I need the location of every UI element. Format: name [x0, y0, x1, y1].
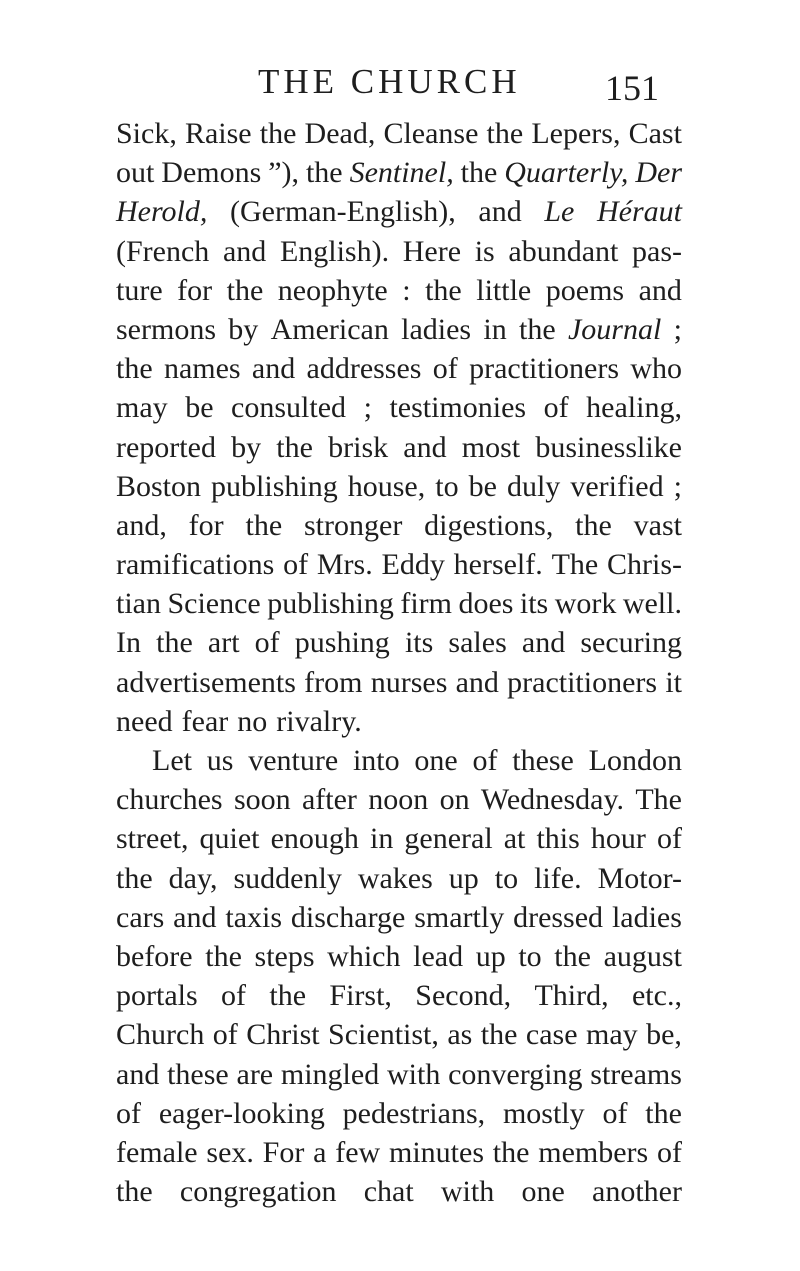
word: from — [304, 665, 363, 699]
word: are — [236, 1057, 274, 1091]
word: and — [403, 430, 447, 464]
word: pas- — [632, 234, 682, 268]
word: vast — [633, 508, 682, 542]
text-line — [116, 192, 682, 231]
word: In — [116, 626, 141, 660]
text-line — [116, 819, 682, 858]
text-line — [116, 271, 682, 310]
word: and — [173, 900, 217, 934]
word: of — [432, 352, 458, 386]
word: in — [483, 312, 507, 346]
word: neophyte — [277, 273, 388, 307]
word: the — [226, 273, 264, 307]
word: need — [116, 704, 173, 738]
word: Scientist, — [328, 1018, 439, 1052]
word: Raise — [184, 117, 252, 150]
text-line — [116, 859, 682, 898]
word: addresses — [306, 352, 422, 386]
word: Second, — [415, 979, 512, 1013]
word: most — [461, 430, 521, 464]
word: herself. — [453, 548, 543, 582]
word: sermons — [116, 312, 216, 346]
word: into — [352, 744, 400, 777]
word: publishing — [267, 587, 394, 621]
word: general — [404, 822, 493, 856]
word: Chris- — [607, 548, 682, 582]
word: Der — [635, 156, 682, 190]
text-line — [116, 741, 682, 780]
word: art — [207, 626, 240, 660]
word: and — [222, 234, 267, 268]
word: the — [259, 117, 297, 150]
word: these — [512, 744, 574, 777]
word: streams — [590, 1057, 682, 1091]
word: female — [116, 1135, 198, 1169]
word: steps — [254, 939, 315, 973]
word: be — [468, 469, 497, 503]
word: venture — [248, 744, 339, 777]
word: does — [458, 587, 514, 621]
word: Herold, — [116, 195, 208, 229]
word: may — [585, 1018, 638, 1052]
word: by — [231, 430, 262, 464]
word: ladies — [401, 312, 472, 346]
word: up — [475, 939, 506, 973]
text-line — [116, 428, 682, 467]
text-line — [116, 232, 682, 271]
word: tian — [116, 587, 161, 621]
word: rivalry. — [276, 704, 362, 738]
word: these — [167, 1057, 229, 1091]
word: the — [645, 1096, 682, 1130]
word: and — [251, 352, 296, 386]
word: dressed — [513, 900, 604, 934]
word: it — [665, 665, 682, 699]
text-line — [116, 937, 682, 976]
word: Demons — [161, 156, 262, 190]
word: well. — [622, 587, 682, 621]
text-line — [116, 663, 682, 702]
text-line — [116, 1015, 682, 1054]
word: fear — [181, 704, 229, 738]
word: a — [313, 1135, 327, 1169]
word: Cast — [628, 117, 682, 150]
word: be, — [646, 1018, 682, 1052]
word: converging — [448, 1057, 583, 1091]
word: for — [188, 508, 224, 542]
word: mingled — [280, 1057, 380, 1091]
word: Third, — [534, 979, 609, 1013]
word: on — [439, 783, 470, 817]
word: before — [116, 939, 193, 973]
word: of — [221, 979, 247, 1013]
word: Christ — [246, 1018, 320, 1052]
word: day, — [168, 861, 218, 895]
word: of — [212, 1018, 238, 1052]
word: the — [116, 1175, 153, 1209]
word: another — [592, 1175, 682, 1209]
word: abundant — [508, 234, 619, 268]
word: Wednesday. — [480, 783, 624, 817]
word: life. — [534, 861, 582, 895]
word: ramifications — [116, 548, 275, 582]
word: securing — [580, 626, 682, 660]
word: with — [386, 1057, 441, 1091]
text-line — [116, 153, 682, 192]
word: Motor- — [597, 861, 682, 895]
word: be — [185, 391, 214, 425]
word: and — [455, 665, 499, 699]
word: cars — [116, 900, 165, 934]
word: suddenly — [233, 861, 342, 895]
word: Church — [116, 1018, 205, 1052]
word: the — [519, 312, 556, 346]
word: of — [656, 1135, 682, 1169]
text-line — [116, 114, 682, 153]
word: and — [521, 626, 566, 660]
word: the — [492, 1135, 530, 1169]
word: to — [494, 861, 519, 895]
word: little — [476, 273, 532, 307]
text-line — [116, 1094, 682, 1133]
word: for — [177, 273, 213, 307]
body-text — [116, 114, 682, 1211]
word: ; — [363, 391, 372, 425]
text-line — [116, 310, 682, 349]
word: Le — [544, 195, 575, 229]
word: of — [283, 548, 309, 582]
word: American — [270, 312, 389, 346]
word: at — [503, 822, 526, 856]
text-line — [116, 702, 682, 741]
word: the — [486, 117, 524, 150]
word: Sick, — [116, 117, 177, 150]
text-line — [116, 1055, 682, 1094]
word: taxis — [225, 900, 283, 934]
word: congregation — [179, 1175, 337, 1209]
word: the — [116, 352, 153, 386]
word: members — [538, 1135, 649, 1169]
word: the — [575, 508, 612, 542]
word: the — [460, 156, 498, 190]
word: practitioners — [469, 352, 620, 386]
word: nurses — [370, 665, 448, 699]
word: house, — [347, 469, 426, 503]
word: of — [254, 626, 280, 660]
word: verified — [570, 469, 664, 503]
word: names — [163, 352, 241, 386]
word: by — [228, 312, 259, 346]
word: work — [554, 587, 617, 621]
word: no — [237, 704, 268, 738]
word: the — [276, 430, 313, 464]
word: digestions, — [424, 508, 554, 542]
word: may — [116, 391, 168, 425]
text-line — [116, 545, 682, 584]
word: mostly — [502, 1096, 585, 1130]
text-line — [116, 976, 682, 1015]
word: to — [435, 469, 459, 503]
word: For — [262, 1135, 305, 1169]
word: Journal — [567, 312, 662, 346]
word: soon — [233, 783, 291, 817]
word: the — [305, 156, 343, 190]
word: practitioners — [507, 665, 658, 699]
word: Cleanse — [383, 117, 479, 150]
text-line — [116, 467, 682, 506]
word: the — [116, 861, 153, 895]
word: out — [116, 156, 155, 190]
word: stronger — [304, 508, 403, 542]
word: and — [638, 273, 682, 307]
word: hour — [590, 822, 646, 856]
word: ; — [673, 312, 682, 346]
text-line — [116, 1172, 682, 1211]
word: etc., — [631, 979, 682, 1013]
text-line — [116, 623, 682, 662]
word: First, — [329, 979, 392, 1013]
word: Boston — [116, 469, 202, 503]
word: reported — [116, 430, 216, 464]
page-number: 151 — [605, 68, 659, 108]
word: case — [525, 1018, 578, 1052]
running-head-title: THE CHURCH — [258, 62, 521, 101]
word: Mrs. — [316, 548, 373, 582]
word: ture — [116, 273, 163, 307]
word: brisk — [328, 430, 389, 464]
word: the — [245, 508, 283, 542]
word: ; — [673, 469, 682, 503]
word: the — [554, 939, 591, 973]
word: consulted — [231, 391, 347, 425]
word: minutes — [389, 1135, 485, 1169]
word: : — [402, 273, 411, 307]
word: smartly — [414, 900, 505, 934]
word: London — [588, 744, 682, 777]
word: to — [518, 939, 542, 973]
word: of — [543, 391, 569, 425]
word: Sentinel, — [349, 156, 454, 190]
word: Quarterly, — [504, 156, 629, 190]
word: the — [480, 1018, 518, 1052]
word: august — [603, 939, 682, 973]
word: advertisements — [116, 665, 296, 699]
word: (German-English), — [230, 195, 456, 229]
word: street, — [116, 822, 189, 856]
word: after — [301, 783, 357, 817]
word: up — [448, 861, 479, 895]
word: businesslike — [535, 430, 682, 464]
word: quiet — [199, 822, 260, 856]
word: us — [206, 744, 234, 777]
word: the — [425, 273, 462, 307]
word: of — [472, 744, 498, 777]
word: who — [630, 352, 682, 386]
text-line — [116, 1133, 682, 1172]
word: healing, — [586, 391, 682, 425]
text-line — [116, 349, 682, 388]
word: the — [269, 979, 307, 1013]
text-line — [116, 388, 682, 427]
word: Here — [402, 234, 462, 268]
word: English). — [279, 234, 390, 268]
text-line — [116, 506, 682, 545]
word: (French — [116, 234, 210, 268]
word: discharge — [290, 900, 406, 934]
text-line — [116, 584, 682, 623]
word: one — [521, 1175, 565, 1209]
word: ”), — [268, 156, 300, 190]
word: Lepers, — [531, 117, 621, 150]
word: its — [519, 587, 549, 621]
word: lead — [413, 939, 464, 973]
word: The — [635, 783, 682, 817]
word: portals — [116, 979, 198, 1013]
word: publishing — [211, 469, 338, 503]
word: eager-looking — [158, 1096, 325, 1130]
word: wakes — [357, 861, 433, 895]
word: pedestrians, — [342, 1096, 486, 1130]
word: which — [327, 939, 401, 973]
word: poems — [545, 273, 625, 307]
word: with — [440, 1175, 495, 1209]
word: and, — [116, 508, 167, 542]
word: sales — [448, 626, 507, 660]
word: of — [656, 822, 682, 856]
word: in — [369, 822, 394, 856]
word: sex. — [206, 1135, 254, 1169]
word: this — [536, 822, 580, 856]
word: Dead, — [304, 117, 376, 150]
word: noon — [368, 783, 429, 817]
word: pushing — [294, 626, 390, 660]
word: Let — [152, 744, 192, 777]
word: enough — [270, 822, 359, 856]
word: and — [478, 195, 522, 229]
word: one — [414, 744, 458, 777]
word: ladies — [611, 900, 682, 934]
text-line — [116, 898, 682, 937]
word: churches — [116, 783, 223, 817]
word: Eddy — [381, 548, 445, 582]
word: as — [447, 1018, 473, 1052]
word: The — [551, 548, 599, 582]
word: few — [335, 1135, 381, 1169]
word: of — [116, 1096, 141, 1130]
word: is — [474, 234, 495, 268]
word: Science — [167, 587, 261, 621]
word: and — [116, 1057, 160, 1091]
word: of — [602, 1096, 628, 1130]
word: chat — [363, 1175, 414, 1209]
word: testimonies — [389, 391, 527, 425]
word: the — [205, 939, 242, 973]
word: the — [156, 626, 193, 660]
running-head — [0, 62, 800, 112]
word: firm — [400, 587, 452, 621]
word: duly — [506, 469, 561, 503]
word: its — [404, 626, 434, 660]
word: Héraut — [596, 195, 682, 229]
text-line — [116, 780, 682, 819]
